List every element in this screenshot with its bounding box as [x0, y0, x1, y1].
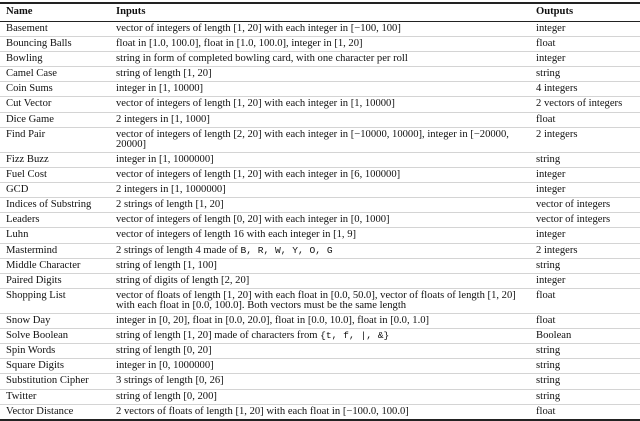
cell-name-text: Snow Day — [6, 315, 51, 327]
cell-name — [0, 67, 110, 82]
cell-name-text: Bouncing Balls — [6, 38, 72, 50]
table-row — [0, 127, 640, 152]
table-row — [0, 258, 640, 273]
cell-outputs-text: string — [536, 345, 561, 357]
cell-inputs — [110, 52, 530, 67]
cell-outputs-text: float — [536, 315, 556, 327]
cell-name — [0, 404, 110, 420]
cell-outputs — [530, 329, 640, 344]
cell-outputs — [530, 243, 640, 258]
cell-name — [0, 22, 110, 37]
cell-name-text: Luhn — [6, 229, 29, 241]
cell-name — [0, 314, 110, 329]
cell-outputs — [530, 152, 640, 167]
cell-name-text: Find Pair — [6, 128, 46, 140]
cell-outputs — [530, 404, 640, 420]
cell-inputs-text: 3 strings of length [0, 26] — [116, 375, 224, 387]
cell-outputs — [530, 127, 640, 152]
cell-name — [0, 183, 110, 198]
header-outputs: Outputs — [530, 3, 640, 22]
cell-name — [0, 112, 110, 127]
table-row — [0, 112, 640, 127]
cell-name — [0, 329, 110, 344]
cell-name-text: Square Digits — [6, 360, 64, 372]
cell-inputs — [110, 97, 530, 112]
cell-inputs-text: string of length [1, 20] — [116, 68, 212, 80]
cell-inputs-text: string of length [1, 20] made of characters from — [116, 330, 321, 342]
cell-inputs — [110, 22, 530, 37]
cell-inputs — [110, 112, 530, 127]
cell-outputs — [530, 273, 640, 288]
cell-name-text: Bowling — [6, 53, 43, 65]
cell-outputs-text: string — [536, 68, 561, 80]
cell-inputs-text: integer in [1, 1000000] — [116, 153, 214, 165]
table-row — [0, 168, 640, 183]
cell-outputs-text: integer — [536, 184, 566, 196]
cell-inputs — [110, 127, 530, 152]
table-row — [0, 37, 640, 52]
cell-name-text: Substitution Cipher — [6, 375, 89, 387]
problems-table — [0, 2, 640, 421]
table-row — [0, 273, 640, 288]
cell-outputs-text: string — [536, 375, 561, 387]
cell-inputs-text: string of length [0, 200] — [116, 390, 217, 402]
cell-name-text: Cut Vector — [6, 98, 52, 110]
cell-name-text: Dice Game — [6, 113, 54, 125]
cell-inputs-text: 2 integers in [1, 1000] — [116, 113, 210, 125]
cell-outputs-text: string — [536, 390, 561, 402]
cell-name — [0, 389, 110, 404]
table-row — [0, 52, 640, 67]
cell-name — [0, 82, 110, 97]
cell-name-text: Fuel Cost — [6, 169, 47, 181]
table-row — [0, 329, 640, 344]
cell-outputs — [530, 168, 640, 183]
cell-inputs — [110, 374, 530, 389]
cell-name — [0, 37, 110, 52]
cell-outputs — [530, 82, 640, 97]
cell-inputs — [110, 288, 530, 313]
cell-inputs — [110, 228, 530, 243]
cell-outputs-text: 2 integers — [536, 128, 578, 140]
cell-outputs-text: string — [536, 360, 561, 372]
cell-name-text: Shopping List — [6, 289, 66, 301]
cell-name — [0, 228, 110, 243]
cell-name — [0, 273, 110, 288]
cell-inputs-text: vector of integers of length [1, 20] with each integer in [6, 100000] — [116, 169, 401, 181]
cell-name-text: Coin Sums — [6, 83, 53, 95]
cell-outputs — [530, 374, 640, 389]
cell-name — [0, 213, 110, 228]
cell-outputs — [530, 314, 640, 329]
cell-inputs — [110, 168, 530, 183]
cell-inputs — [110, 198, 530, 213]
cell-outputs — [530, 228, 640, 243]
cell-inputs-text: string in form of completed bowling card, with one character per roll — [116, 53, 408, 65]
cell-inputs — [110, 37, 530, 52]
cell-name — [0, 243, 110, 258]
cell-outputs — [530, 344, 640, 359]
cell-name — [0, 152, 110, 167]
header-inputs: Inputs — [110, 3, 530, 22]
cell-name — [0, 258, 110, 273]
cell-outputs — [530, 359, 640, 374]
table-row — [0, 213, 640, 228]
cell-outputs-text: float — [536, 289, 556, 301]
cell-outputs — [530, 97, 640, 112]
cell-name — [0, 374, 110, 389]
cell-name-text: Mastermind — [6, 244, 58, 256]
cell-inputs — [110, 344, 530, 359]
cell-outputs-text: integer — [536, 229, 566, 241]
cell-inputs-text: vector of integers of length [2, 20] with each integer in [−10000, 10000], integer in [−20000, 20000] — [116, 128, 509, 150]
cell-name-text: Paired Digits — [6, 274, 62, 286]
cell-inputs-text: 2 integers in [1, 1000000] — [116, 184, 226, 196]
cell-inputs — [110, 273, 530, 288]
cell-outputs-text: 4 integers — [536, 83, 578, 95]
cell-outputs-text: vector of integers — [536, 199, 611, 211]
cell-inputs — [110, 213, 530, 228]
cell-inputs-text: vector of floats of length [1, 20] with each float in [0.0, 50.0], vector of floats of length [1, 20] with each float in [0.0, 100.0]. Both vectors must be the same length — [116, 289, 516, 311]
cell-name — [0, 344, 110, 359]
table-row — [0, 152, 640, 167]
header-row — [0, 3, 640, 22]
cell-name-text: Basement — [6, 23, 48, 34]
cell-outputs-text: 2 integers — [536, 244, 578, 256]
cell-outputs-text: integer — [536, 274, 566, 286]
cell-outputs — [530, 22, 640, 37]
cell-outputs — [530, 288, 640, 313]
cell-name-text: Twitter — [6, 390, 37, 402]
cell-name-text: Leaders — [6, 214, 40, 226]
cell-outputs-text: string — [536, 259, 561, 271]
cell-outputs-text: float — [536, 38, 556, 50]
cell-inputs-text: string of length [1, 100] — [116, 259, 217, 271]
cell-inputs — [110, 82, 530, 97]
cell-name-text: Middle Character — [6, 259, 81, 271]
cell-outputs — [530, 67, 640, 82]
cell-inputs-text: vector of integers of length [1, 20] with each integer in [−100, 100] — [116, 23, 401, 34]
cell-inputs — [110, 359, 530, 374]
cell-inputs-text: 2 vectors of floats of length [1, 20] with each float in [−100.0, 100.0] — [116, 405, 409, 417]
table-row — [0, 228, 640, 243]
cell-inputs — [110, 183, 530, 198]
table-row — [0, 288, 640, 313]
cell-outputs — [530, 258, 640, 273]
cell-inputs — [110, 258, 530, 273]
cell-name — [0, 168, 110, 183]
cell-inputs-text: integer in [0, 20], float in [0.0, 20.0], float in [0.0, 10.0], float in [0.0, 1.0] — [116, 315, 430, 327]
cell-inputs — [110, 152, 530, 167]
cell-outputs-text: integer — [536, 169, 566, 181]
table-row — [0, 243, 640, 258]
cell-inputs — [110, 67, 530, 82]
cell-outputs — [530, 389, 640, 404]
cell-name — [0, 52, 110, 67]
cell-outputs-text: integer — [536, 23, 566, 34]
cell-inputs-text: vector of integers of length [1, 20] with each integer in [1, 10000] — [116, 98, 395, 110]
cell-name-text: GCD — [6, 184, 29, 196]
cell-inputs-text: vector of integers of length [0, 20] with each integer in [0, 1000] — [116, 214, 390, 226]
cell-inputs — [110, 329, 530, 344]
table-row — [0, 389, 640, 404]
table-row — [0, 67, 640, 82]
cell-inputs-text: integer in [0, 1000000] — [116, 360, 214, 372]
cell-outputs-text: float — [536, 113, 556, 125]
cell-inputs — [110, 243, 530, 258]
cell-inputs-text: 2 strings of length [1, 20] — [116, 199, 224, 211]
cell-outputs-text: string — [536, 153, 561, 165]
cell-name — [0, 288, 110, 313]
cell-inputs-text: string of length [0, 20] — [116, 345, 212, 357]
table-row — [0, 359, 640, 374]
cell-outputs — [530, 198, 640, 213]
table-row — [0, 344, 640, 359]
cell-outputs-text: float — [536, 405, 556, 417]
cell-inputs-text: vector of integers of length 16 with each integer in [1, 9] — [116, 229, 357, 241]
table-row — [0, 22, 640, 37]
table-row — [0, 183, 640, 198]
cell-name — [0, 97, 110, 112]
table-row — [0, 198, 640, 213]
cell-name-text: Spin Words — [6, 345, 56, 357]
cell-inputs — [110, 389, 530, 404]
cell-name — [0, 359, 110, 374]
table-row — [0, 374, 640, 389]
table-row — [0, 314, 640, 329]
cell-inputs — [110, 314, 530, 329]
table-row — [0, 97, 640, 112]
cell-outputs — [530, 37, 640, 52]
cell-name-text: Fizz Buzz — [6, 153, 49, 165]
cell-name-text: Solve Boolean — [6, 330, 69, 342]
cell-name-text: Vector Distance — [6, 405, 74, 417]
cell-outputs — [530, 52, 640, 67]
cell-inputs-code: {t, f, |, &} — [320, 330, 390, 342]
cell-inputs — [110, 404, 530, 420]
cell-name — [0, 127, 110, 152]
cell-inputs-text: 2 strings of length 4 made of — [116, 244, 241, 256]
table-row — [0, 404, 640, 420]
cell-name — [0, 198, 110, 213]
cell-outputs — [530, 213, 640, 228]
cell-outputs-text: 2 vectors of integers — [536, 98, 623, 110]
cell-outputs — [530, 183, 640, 198]
cell-name-text: Camel Case — [6, 68, 57, 80]
cell-outputs-text: vector of integers — [536, 214, 611, 226]
cell-outputs-text: Boolean — [536, 330, 572, 342]
cell-inputs-text: float in [1.0, 100.0], float in [1.0, 100.0], integer in [1, 20] — [116, 38, 363, 50]
cell-outputs-text: integer — [536, 53, 566, 65]
cell-outputs — [530, 112, 640, 127]
cell-name-text: Indices of Substring — [6, 199, 92, 211]
table-row — [0, 82, 640, 97]
cell-inputs-code: B, R, W, Y, O, G — [240, 244, 333, 256]
cell-inputs-text: integer in [1, 10000] — [116, 83, 204, 95]
header-name: Name — [0, 3, 110, 22]
cell-inputs-text: string of digits of length [2, 20] — [116, 274, 250, 286]
